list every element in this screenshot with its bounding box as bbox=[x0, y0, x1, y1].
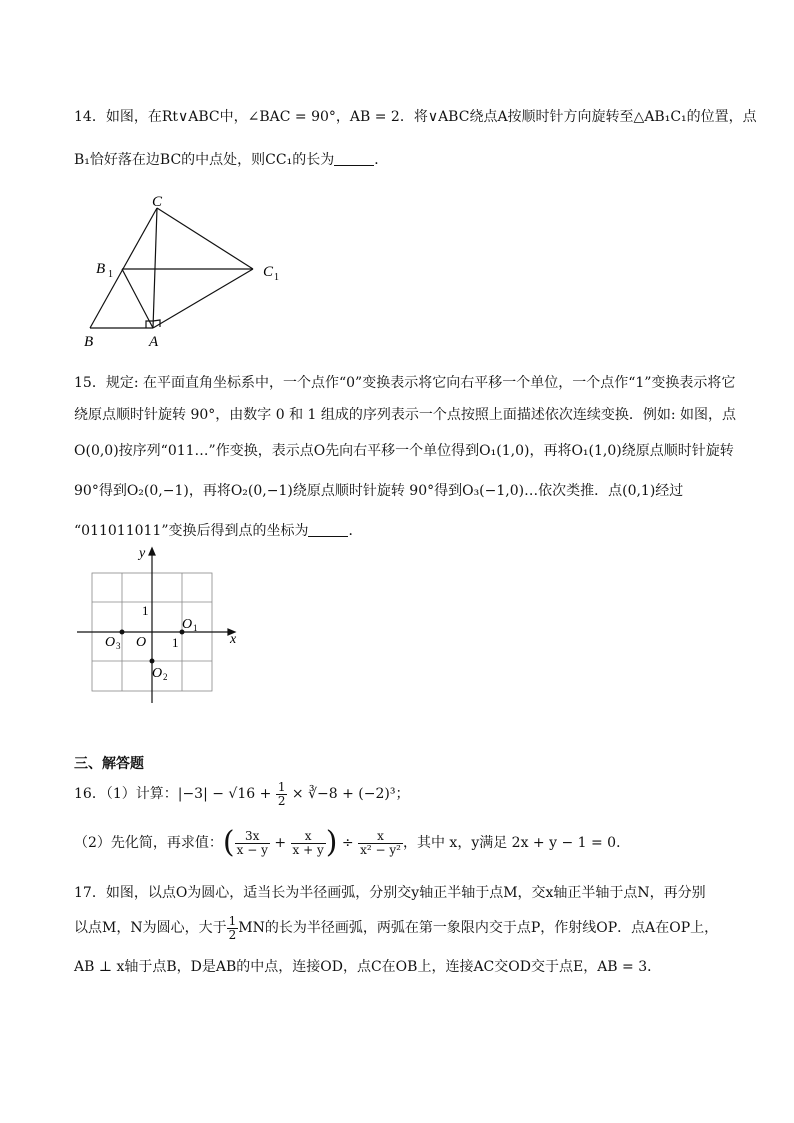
q17-text-line1: 17．如图，以点O为圆心，适当长为半径画弧，分别交y轴正半轴于点M，交x轴正半轴于点N，再分别 bbox=[74, 885, 706, 901]
q16-fraction-3 bbox=[358, 830, 403, 857]
q15-line5-pre: “011011011”变换后得到点的坐标为 bbox=[74, 523, 309, 539]
q15-label-one-y: 1 bbox=[142, 603, 149, 618]
q16-frac-num: 1 bbox=[277, 779, 286, 794]
q14-label-c1-sub: 1 bbox=[274, 272, 279, 283]
q14-label-b1-sub: 1 bbox=[108, 269, 113, 280]
q16-part2-pre: （2）先化简，再求值： bbox=[74, 835, 223, 851]
q14-label-c: C bbox=[152, 194, 163, 210]
q15-text-line3: O(0,0)按序列“011…”作变换，表示点O先向右平移一个单位得到O₁(1,0)，再将O₁(1,0)绕原点顺时针旋转 bbox=[74, 443, 734, 459]
q15-label-o3-sub: 3 bbox=[116, 641, 121, 651]
q16-f3-den: x² − y² bbox=[360, 842, 401, 857]
q15-label-o3: O bbox=[105, 635, 116, 650]
q17-frac-den: 2 bbox=[228, 927, 237, 942]
q15-label-o2-sub: 2 bbox=[163, 672, 168, 682]
q15-coordinate-figure bbox=[72, 543, 252, 708]
q15-label-o2: O bbox=[152, 666, 163, 681]
q16-f1-den: x − y bbox=[236, 842, 268, 857]
q14-label-c1: C bbox=[263, 264, 274, 280]
q15-line5-post: ． bbox=[348, 523, 363, 539]
q15-answer-blank bbox=[308, 522, 348, 537]
q14-line2-post: ． bbox=[374, 152, 389, 168]
q16-f2-num: x bbox=[291, 830, 326, 844]
q16-part1-pre: 16．（1）计算： bbox=[74, 786, 178, 802]
q15-label-o1: O bbox=[182, 617, 193, 632]
q15-label-o: O bbox=[136, 635, 147, 650]
q16-f1-num: 3x bbox=[235, 830, 270, 844]
q14-triangle-figure bbox=[80, 188, 300, 358]
q16-part2 bbox=[74, 825, 631, 860]
q15-text-line5 bbox=[74, 521, 362, 541]
q17-line2-pre: 以点M，N为圆心，大于 bbox=[74, 920, 227, 936]
q14-label-a: A bbox=[149, 334, 159, 350]
q15-label-x: x bbox=[230, 632, 237, 647]
q14-answer-blank bbox=[334, 151, 374, 166]
q14-label-b1: B bbox=[96, 261, 106, 277]
q16-plus: + bbox=[269, 835, 291, 851]
q16-frac-den: 2 bbox=[277, 793, 286, 808]
q15-text-line2: 绕原点顺时针旋转 90°，由数字 0 和 1 组成的序列表示一个点按照上面描述依次连续变换．例如: 如图，点 bbox=[74, 407, 737, 423]
q16-fraction-2 bbox=[291, 830, 326, 857]
q16-part1-expr-b: × ∛−8 + (−2)³； bbox=[287, 786, 410, 802]
q15-text-line4: 90°得到O₂(0,−1)，再将O₂(0,−1)绕原点顺时针旋转 90°得到O₃(−1,0)…依次类推．点(0,1)经过 bbox=[74, 483, 684, 499]
q16-part1-expr-a: |−3| − √16 + bbox=[177, 786, 276, 802]
q17-line2-post: MN的长为半径画弧，两弧在第一象限内交于点P，作射线OP．点A在OP上， bbox=[238, 920, 719, 936]
q17-text-line3: AB ⊥ x轴于点B，D是AB的中点，连接OD，点C在OB上，连接AC交OD交于点E，AB = 3． bbox=[74, 959, 662, 975]
q16-f3-num: x bbox=[358, 830, 403, 844]
q14-line2-pre: B₁恰好落在边BC的中点处，则CC₁的长为 bbox=[74, 152, 335, 168]
q17-frac-num: 1 bbox=[228, 913, 237, 928]
q16-fraction-half bbox=[276, 781, 288, 808]
q14-text-line1: 14．如图，在Rt∨ABC中，∠BAC = 90°，AB = 2．将∨ABC绕点A按顺时针方向旋转至△AB₁C₁的位置，点 bbox=[74, 109, 757, 125]
section-title: 三、解答题 bbox=[74, 756, 144, 772]
q15-text-line1: 15．规定: 在平面直角坐标系中，一个点作“0”变换表示将它向右平移一个单位，一个点作“1”变换表示将它 bbox=[74, 375, 736, 391]
q16-right-paren: ) bbox=[325, 825, 338, 860]
q16-fraction-1 bbox=[235, 830, 270, 857]
q17-text-line2 bbox=[74, 912, 718, 944]
q16-f2-den: x + y bbox=[292, 842, 324, 857]
q16-part1 bbox=[74, 780, 409, 808]
q14-text-line2 bbox=[74, 150, 388, 170]
q15-label-one-x: 1 bbox=[172, 635, 179, 650]
q15-label-y: y bbox=[139, 546, 146, 561]
q16-part2-post: ，其中 x，y满足 2x + y − 1 = 0． bbox=[402, 835, 631, 851]
q14-label-b: B bbox=[84, 334, 94, 350]
q15-label-o1-sub: 1 bbox=[193, 623, 198, 633]
q16-div: ÷ bbox=[337, 835, 359, 851]
q17-fraction-half bbox=[227, 915, 239, 942]
q16-left-paren: ( bbox=[222, 825, 235, 860]
